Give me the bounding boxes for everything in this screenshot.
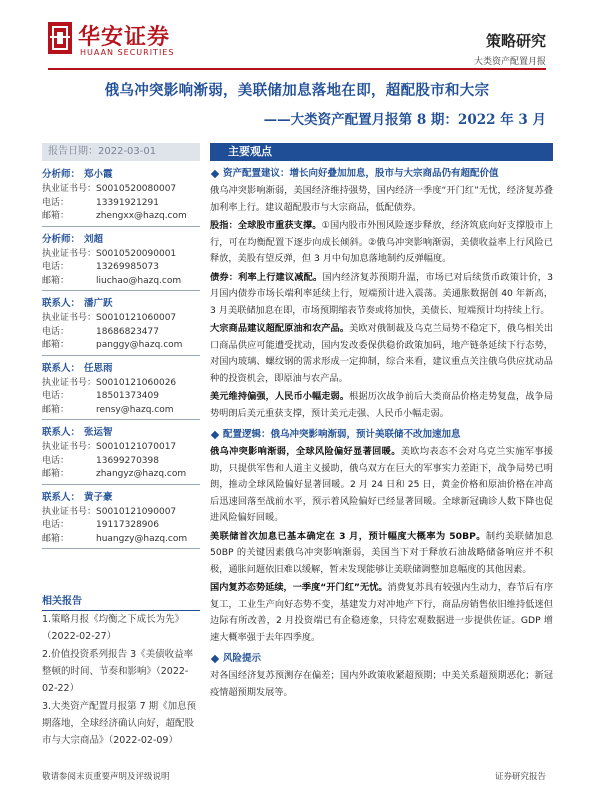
section-paragraph <box>210 529 553 579</box>
section-paragraph <box>210 321 553 387</box>
paragraph-lead: 大宗商品建议超配原油和农产品。 <box>210 323 350 334</box>
analyst-role: 联系人： <box>42 362 81 374</box>
related-report-link[interactable]: 2.价值投资系列报告 3《美债收益率整顿的时间、节奏和影响》（2022-02-22） <box>42 649 194 694</box>
analyst-cert-label: 执业证书号： <box>42 248 97 259</box>
analyst-card <box>42 488 200 550</box>
analyst-phone-label: 电话： <box>42 391 70 401</box>
analyst-phone: 19117328906 <box>96 520 159 530</box>
analyst-header <box>42 165 200 183</box>
analyst-header <box>42 359 200 377</box>
diamond-bullet-icon <box>211 170 219 178</box>
analyst-cert-label: 执业证书号： <box>42 377 97 388</box>
section-heading <box>210 428 553 442</box>
analyst-name: 潘广跃 <box>84 298 113 309</box>
section-heading-text: 风险提示 <box>223 653 262 664</box>
analyst-role: 分析师： <box>42 233 81 245</box>
analyst-email[interactable]: zhengxx@hazq.com <box>96 211 187 221</box>
analyst-phone-row <box>42 519 200 533</box>
analyst-role: 联系人： <box>42 427 81 438</box>
analyst-email[interactable]: huangzy@hazq.com <box>96 533 188 544</box>
analyst-divider <box>42 484 200 485</box>
analyst-role: 联系人： <box>42 491 81 503</box>
analyst-email-row <box>42 468 200 482</box>
diamond-bullet-icon <box>211 655 219 663</box>
analyst-email-row <box>42 275 200 289</box>
analyst-name: 刘超 <box>84 233 104 245</box>
analyst-cert-row <box>42 377 200 391</box>
analyst-cert-label: 执业证书号： <box>42 506 97 517</box>
analyst-role: 分析师： <box>42 169 81 180</box>
analyst-phone-label: 电话： <box>42 326 70 337</box>
analyst-email-label: 邮箱： <box>42 340 70 350</box>
analyst-cert-row <box>42 312 200 326</box>
analyst-divider <box>42 419 200 420</box>
paragraph-lead: 债券：利率上行建议减配。 <box>210 271 323 283</box>
paragraph-lead: 美联储首次加息已基本确定在 3 月，预计幅度大概率为 50BP。 <box>210 530 486 542</box>
analyst-email-row <box>42 533 200 547</box>
analyst-name: 张运智 <box>84 427 113 438</box>
analyst-email-row <box>42 210 200 224</box>
analyst-phone: 18686823477 <box>96 326 159 337</box>
section-paragraph <box>210 183 553 216</box>
analyst-name: 任思雨 <box>84 362 113 374</box>
analyst-email-label: 邮箱： <box>42 275 70 286</box>
analyst-email[interactable]: zhangyz@hazq.com <box>96 469 187 479</box>
analyst-cert: S0010121060007 <box>96 313 177 323</box>
analyst-email-row <box>42 339 200 353</box>
analyst-email-label: 邮箱： <box>42 533 70 544</box>
analyst-card <box>42 294 200 356</box>
paragraph-lead: 俄乌冲突影响渐弱，全球风险偏好显著回暖。 <box>210 446 401 457</box>
paragraph-lead: 美元维持偏强，人民币小幅走弱。 <box>210 391 350 402</box>
header-divider <box>48 68 546 70</box>
paragraph-text: 美欧对俄制裁及乌克兰局势不稳定下，俄乌相关出口商品供应可能遭受扰动，国内发改委保供稳价政策加码，地产链条延续下行态势，对国内玻璃、螺纹钢的需求形成一定抑制，综合来看，建议重点关注俄乌供应扰动品种的投资机会，即原油与农产品。 <box>210 323 554 384</box>
analyst-card <box>42 423 200 485</box>
analyst-divider <box>42 226 200 227</box>
section-heading <box>210 652 553 666</box>
related-report-link[interactable]: 1.策略月报《均衡之下成长为先》（2022-02-27） <box>42 614 185 642</box>
paragraph-text: 根据历次战争前后大类商品价格走势复盘，战争局势明朗后美元重获支撑，预计美元走强、人民币小幅走弱。 <box>210 391 554 419</box>
analyst-phone: 13269985073 <box>96 262 159 272</box>
analyst-phone: 18501373409 <box>96 391 159 401</box>
report-subtype: 大类资产配置月报 <box>473 57 546 67</box>
analyst-email-label: 邮箱： <box>42 211 70 221</box>
analyst-cert-label: 执业证书号： <box>42 184 97 194</box>
analyst-phone-label: 电话： <box>42 197 70 208</box>
analyst-phone-row <box>42 390 200 404</box>
section-paragraph <box>210 668 553 701</box>
logo-english: HUAAN SECURITIES <box>80 48 175 57</box>
analyst-divider <box>42 548 200 549</box>
analyst-email-row <box>42 404 200 418</box>
paragraph-text: 对各国经济复苏预测存在偏差；国内外政策收紧超预期；中美关系超预期恶化；新冠疫情超预期发展等。 <box>210 670 553 698</box>
related-reports-title: 相关报告 <box>42 592 200 611</box>
report-title: 俄乌冲突影响渐弱，美联储加息落地在即，超配股市和大宗 <box>104 82 490 99</box>
point-section <box>210 652 553 701</box>
analyst-card <box>42 165 200 227</box>
section-heading-text: 配置逻辑：俄乌冲突影响渐弱，预计美联储不改加速加息 <box>223 429 461 440</box>
page-header <box>0 0 600 70</box>
analyst-phone-label: 电话： <box>42 262 70 272</box>
analyst-cert-row <box>42 183 200 197</box>
paragraph-text: 国内经济复苏预期升温，市场已对后续货币政策计价，3 月国内债券市场长端利率延续上行，短端预计进入震荡。美通胀数据创 40 年新高，3 月美联储加息在即，市场预期缩表节奏或将加快，美债长、短端预计均持续上行。 <box>210 271 553 316</box>
analyst-email[interactable]: rensy@hazq.com <box>96 404 174 415</box>
related-report-link[interactable]: 3.大类资产配置月报第 7 期《加息预期落地，全球经济确认向好，超配股市与大宗商品》（2022-02-09） <box>42 701 197 746</box>
analyst-name: 黄子豪 <box>84 491 113 503</box>
paragraph-text: 俄乌冲突影响渐弱，美国经济维持强势，国内经济一季度“开门红”无忧，经济复苏叠加利率上行。建议超配股市与大宗商品，低配债券。 <box>210 185 553 213</box>
paragraph-lead: 股指：全球股市重获支撑。 <box>210 220 322 231</box>
section-heading <box>210 167 553 181</box>
analyst-name: 郑小霞 <box>84 169 113 180</box>
analyst-phone: 13391921291 <box>96 197 159 208</box>
analyst-email[interactable]: liuchao@hazq.com <box>96 275 182 286</box>
paragraph-lead: 国内复苏态势延续，一季度“开门红”无忧。 <box>210 582 388 593</box>
main-points-sections <box>210 167 553 701</box>
analyst-phone-row <box>42 197 200 211</box>
analyst-cert: S0010121070017 <box>96 442 177 452</box>
section-paragraph <box>210 580 553 646</box>
analyst-role: 联系人： <box>42 298 81 309</box>
report-type: 策略研究 <box>485 32 546 50</box>
section-paragraph <box>210 444 553 527</box>
analyst-header <box>42 294 200 312</box>
section-heading-text: 资产配置建议：增长向好叠加加息，股市与大宗商品仍有超配价值 <box>223 168 499 179</box>
footer-disclaimer: 敬请参阅末页重要声明及评级说明 <box>42 772 170 782</box>
analyst-email[interactable]: panggy@hazq.com <box>96 340 183 350</box>
analyst-cert-row <box>42 248 200 262</box>
analyst-cert: S0010121060026 <box>96 377 177 388</box>
company-logo-icon <box>48 22 72 54</box>
analyst-phone-row <box>42 261 200 275</box>
paragraph-text: 制约美联储加息 50BP 的关键因素俄乌冲突影响渐弱，美国当下对于释放石油战略储备响应并不积极，通胀问题依旧难以缓解，暂未发现能够让美联储调整加息幅度的其他因素。 <box>210 530 553 575</box>
analyst-phone-label: 电话： <box>42 520 70 530</box>
section-paragraph <box>210 270 553 320</box>
related-reports-list <box>42 611 202 750</box>
analyst-cert-label: 执业证书号： <box>42 442 97 452</box>
analyst-divider <box>42 355 200 356</box>
analyst-email-label: 邮箱： <box>42 469 70 479</box>
analyst-email-label: 邮箱： <box>42 404 70 415</box>
section-paragraph <box>210 218 553 268</box>
report-date: 报告日期：2022-03-01 <box>42 143 200 161</box>
analyst-phone-label: 电话： <box>42 455 70 466</box>
logo-chinese: 华安证券 <box>78 24 171 50</box>
analyst-header <box>42 230 200 248</box>
report-subtitle: ——大类资产配置月报第 8 期：2022 年 3 月 <box>263 112 546 128</box>
analyst-phone-row <box>42 455 200 469</box>
paragraph-text: 消费复苏具有较强内生动力，春节后有序复工，工业生产向好态势不变，基建发力对冲地产下行，商品房销售依旧维持低迷但边际有所改善，2 月投资端已有企稳迹象，只待宏观数据进一步提供佐证。GDP 增速大概率强于去年四季度。 <box>210 582 554 643</box>
analyst-header <box>42 488 200 506</box>
analyst-cert: S0010520090001 <box>96 248 177 259</box>
section-paragraph <box>210 389 553 422</box>
analyst-cert: S0010121090007 <box>96 506 177 517</box>
analyst-cert-row <box>42 506 200 520</box>
paragraph-text: 美欧均表态不会对乌克兰实施军事援助，只提供军售和人道主义援助，俄乌双方在巨大的军事实力差距下，战争局势已明朗，推动全球风险偏好显著回暖。2 月 24 日和 25 日，黄金价格和原油价格在冲高后迅速回落至战前水平，预示着风险偏好已经显著回暖。全球新冠确诊人数下降也促进风险偏好回暖。 <box>210 446 553 523</box>
analyst-cert: S0010520080007 <box>96 184 177 194</box>
point-section <box>210 428 553 646</box>
analyst-card <box>42 230 200 292</box>
point-section <box>210 167 553 422</box>
diamond-bullet-icon <box>211 431 219 439</box>
analyst-cert-row <box>42 441 200 455</box>
paragraph-text: ①国内股市外围风险逐步释放，经济筑底向好支撑股市上行，可在均衡配置下逐步向成长倾斜。②俄乌冲突影响渐弱，美债收益率上行风险已释放，美股有望反弹，但 3 月中旬加息落地制约反弹幅度。 <box>210 220 553 264</box>
analyst-phone-row <box>42 326 200 340</box>
footer-report-label: 证券研究报告 <box>494 772 546 782</box>
analyst-divider <box>42 290 200 291</box>
analyst-card <box>42 359 200 421</box>
main-points <box>210 143 553 701</box>
analyst-phone: 13699270398 <box>96 455 159 466</box>
main-points-title: 主要观点 <box>210 143 553 161</box>
analyst-header <box>42 423 200 441</box>
analyst-list <box>42 165 200 552</box>
analyst-cert-label: 执业证书号： <box>42 313 97 323</box>
